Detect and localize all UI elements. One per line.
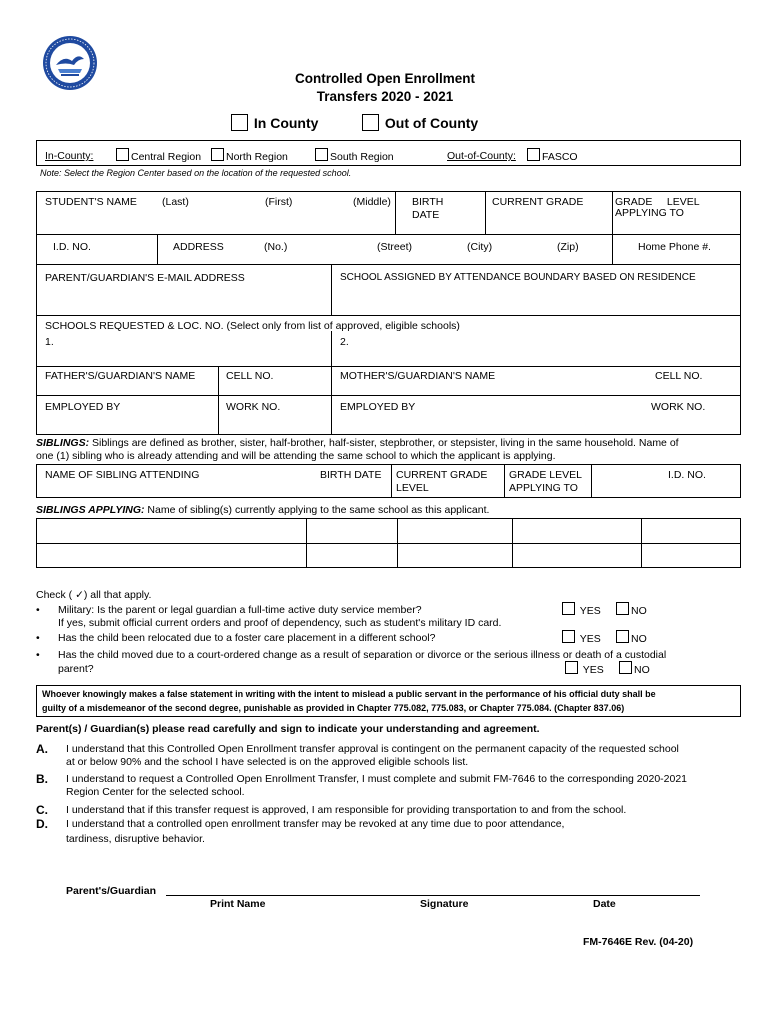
signature-line[interactable] — [166, 895, 700, 896]
form-title-line2: Transfers 2020 - 2021 — [316, 89, 454, 104]
foster-question: Has the child been relocated due to a foster care placement in a different school? — [58, 632, 436, 644]
military-yes-label: YES — [579, 605, 601, 617]
agreement-heading: Parent(s) / Guardian(s) please read carefully and sign to indicate your understanding and agreement. — [36, 723, 540, 735]
court-order-no-checkbox[interactable] — [619, 661, 632, 674]
parent-guardian-label: Parent's/Guardian — [66, 885, 157, 897]
school-choice-1: 1. — [45, 336, 54, 348]
father-name-header: FATHER'S/GUARDIAN'S NAME — [45, 370, 196, 382]
court-order-question: Has the child moved due to a court-ordered change as a result of separation or divorce or the serious illness or death of a custodial — [58, 649, 667, 661]
military-yes-checkbox[interactable] — [562, 602, 575, 615]
warning-line-1: Whoever knowingly makes a false statement in writing with the intent to mislead a public servant in the performance of his official duty shall be — [42, 689, 656, 699]
north-region-checkbox[interactable] — [211, 148, 224, 161]
signature-label: Signature — [420, 898, 469, 910]
fasco-option[interactable] — [527, 148, 578, 163]
street-header: (Street) — [377, 241, 413, 253]
siblings-definition — [36, 437, 741, 463]
agreement-d-letter: D. — [36, 817, 48, 831]
central-region-label: Central Region — [131, 151, 202, 163]
father-employer-header: EMPLOYED BY — [45, 401, 121, 413]
siblings-applying-heading — [36, 504, 489, 516]
school-choice-2: 2. — [340, 336, 349, 348]
schools-requested-header: SCHOOLS REQUESTED & LOC. NO. (Select only from list of approved, eligible schools) — [45, 320, 460, 332]
out-of-county-checkbox[interactable] — [362, 114, 379, 131]
central-region-checkbox[interactable] — [116, 148, 129, 161]
in-county-checkbox[interactable] — [231, 114, 248, 131]
middle-name-header: (Middle) — [353, 196, 391, 208]
out-of-county-option[interactable] — [362, 114, 478, 131]
home-phone-header: Home Phone #. — [638, 241, 711, 253]
foster-yes-label: YES — [579, 633, 601, 645]
agreement-a-line2: at or below 90% and the school I have selected is on the approved eligible schools list. — [66, 756, 469, 768]
agreement-c-letter: C. — [36, 803, 48, 817]
print-name-label: Print Name — [210, 898, 266, 910]
agreement-d-line1: I understand that a controlled open enrollment transfer may be revoked at any time due to poor attendance, — [66, 818, 565, 830]
military-no-label: NO — [631, 605, 647, 617]
agreement-b-letter: B. — [36, 772, 48, 786]
in-county-region-label: In-County: — [45, 150, 94, 162]
school-assigned-header: SCHOOL ASSIGNED BY ATTENDANCE BOUNDARY BASED ON RESIDENCE — [340, 272, 696, 283]
mother-cell-header: CELL NO. — [655, 370, 703, 382]
sibling-birth-header: BIRTH DATE — [320, 469, 382, 481]
foster-no-label: NO — [631, 633, 647, 645]
north-region-label: North Region — [226, 151, 288, 163]
check-all-intro: Check ( ✓) all that apply. — [36, 589, 152, 601]
mother-name-header: MOTHER'S/GUARDIAN'S NAME — [340, 370, 496, 382]
court-order-no[interactable] — [619, 661, 650, 676]
court-order-question-cont: parent? — [58, 663, 94, 675]
agreement-b-line1: I understand to request a Controlled Open Enrollment Transfer, I must complete and submit FM-7646 to the corresponding 2020-2021 — [66, 773, 688, 785]
mother-employer-header: EMPLOYED BY — [340, 401, 416, 413]
bullet-2: • — [36, 632, 40, 644]
sibling-grade-header: CURRENT GRADE — [396, 469, 488, 481]
id-no-header: I.D. NO. — [53, 241, 91, 253]
siblings-text-2: one (1) sibling who is already attending and will be attending the same school to which the applicant is applying. — [36, 450, 556, 462]
address-header: ADDRESS — [173, 241, 224, 253]
bullet-1: • — [36, 604, 40, 616]
military-instructions: If yes, submit official current orders and proof of dependency, such as student's military ID card. — [58, 617, 502, 629]
zip-header: (Zip) — [557, 241, 579, 253]
military-question: Military: Is the parent or legal guardian a full-time active duty service member? — [58, 604, 422, 616]
military-yes[interactable] — [562, 602, 601, 617]
first-name-header: (First) — [265, 196, 293, 208]
address-no-header: (No.) — [264, 241, 288, 253]
in-county-option[interactable] — [231, 114, 318, 131]
siblings-applying-text: Name of sibling(s) currently applying to the same school as this applicant. — [144, 504, 490, 516]
siblings-applying-label: SIBLINGS APPLYING: — [36, 504, 145, 516]
form-title-line1: Controlled Open Enrollment — [294, 71, 475, 86]
birth-header: BIRTH — [412, 196, 444, 208]
court-order-yes-checkbox[interactable] — [565, 661, 578, 674]
court-order-yes[interactable] — [565, 661, 604, 676]
sibling-name-header: NAME OF SIBLING ATTENDING — [45, 469, 200, 481]
students-name-header: STUDENT'S NAME — [45, 196, 137, 208]
form-number: FM-7646E Rev. (04-20) — [583, 936, 694, 948]
court-order-yes-label: YES — [582, 664, 604, 676]
date-label: Date — [593, 898, 616, 910]
current-grade-header: CURRENT GRADE — [492, 196, 584, 208]
fasco-label: FASCO — [542, 151, 578, 163]
foster-yes[interactable] — [562, 630, 601, 645]
in-county-label: In County — [253, 115, 319, 131]
out-of-county-region-label: Out-of-County: — [447, 150, 516, 162]
applying-to-header: APPLYING TO — [615, 207, 684, 219]
foster-no-checkbox[interactable] — [616, 630, 629, 643]
fasco-checkbox[interactable] — [527, 148, 540, 161]
foster-yes-checkbox[interactable] — [562, 630, 575, 643]
warning-line-2: guilty of a misdemeanor of the second degree, punishable as provided in Chapter 775.082, 775.083, or Chapter 775.084. (Chapter 837.06) — [42, 703, 625, 713]
central-region-option[interactable] — [116, 148, 201, 163]
foster-no[interactable] — [616, 630, 647, 645]
out-of-county-label: Out of County — [384, 115, 479, 131]
agreement-b-line2: Region Center for the selected school. — [66, 786, 245, 798]
father-work-header: WORK NO. — [226, 401, 281, 413]
court-order-no-label: NO — [634, 664, 650, 676]
region-note: Note: Select the Region Center based on the location of the requested school. — [40, 168, 352, 178]
south-region-option[interactable] — [315, 148, 394, 163]
north-region-option[interactable] — [211, 148, 288, 163]
date-header: DATE — [412, 209, 440, 221]
agreement-a-letter: A. — [36, 742, 48, 756]
agreement-a-line1: I understand that this Controlled Open Enrollment transfer approval is contingent on the permanent capacity of the requested school — [66, 743, 679, 755]
sibling-grade-level: LEVEL — [396, 482, 429, 494]
agreement-d-line2: tardiness, disruptive behavior. — [66, 833, 205, 845]
agreement-c-line1: I understand that if this transfer request is approved, I am responsible for providing transportation to and from the school. — [66, 804, 627, 816]
last-name-header: (Last) — [162, 196, 189, 208]
siblings-text-1: Siblings are defined as brother, sister, half-brother, half-sister, stepbrother, or stepsister, living in the same household. Name of — [89, 437, 679, 449]
mother-work-header: WORK NO. — [651, 401, 706, 413]
father-cell-header: CELL NO. — [226, 370, 274, 382]
south-region-label: South Region — [330, 151, 394, 163]
sibling-applying-to: APPLYING TO — [509, 482, 578, 494]
parent-email-header: PARENT/GUARDIAN'S E-MAIL ADDRESS — [45, 272, 245, 284]
south-region-checkbox[interactable] — [315, 148, 328, 161]
siblings-label: SIBLINGS: — [36, 437, 90, 449]
bullet-3: • — [36, 649, 40, 661]
city-header: (City) — [467, 241, 493, 253]
grade-level-header: GRADE LEVEL — [615, 196, 700, 208]
military-no[interactable] — [616, 602, 647, 617]
military-no-checkbox[interactable] — [616, 602, 629, 615]
sibling-id-header: I.D. NO. — [668, 469, 706, 481]
sibling-level-header: GRADE LEVEL — [509, 469, 582, 481]
student-info-table — [36, 191, 741, 435]
